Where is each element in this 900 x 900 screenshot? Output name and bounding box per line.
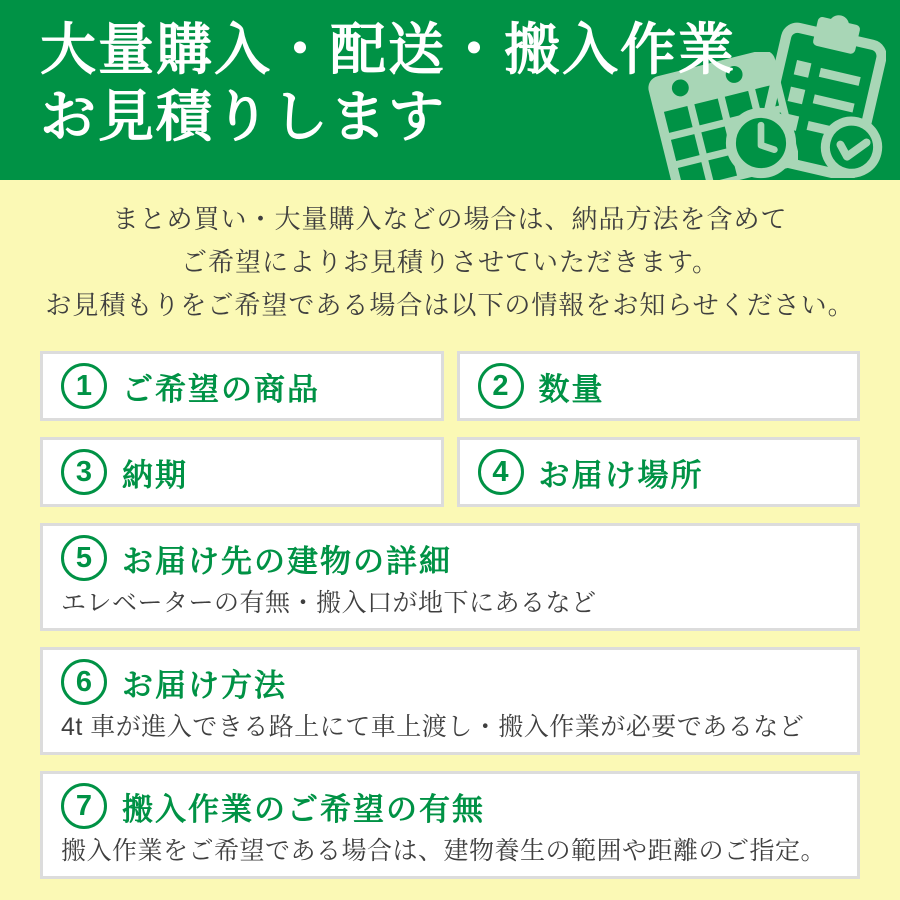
item-title: ご希望の商品 [122,371,320,407]
item-title: お届け場所 [538,457,704,493]
info-box-header [61,363,423,409]
intro-text [0,198,900,327]
item-number-badge: 3 [61,449,107,495]
item-description: 搬入作業をご希望である場合は、建物養生の範囲や距離のご指定。 [61,837,827,865]
info-box-building-details [40,523,860,631]
item-number-badge: 7 [61,783,107,829]
info-box-desired-product [40,351,444,421]
info-box-header [61,783,839,829]
item-title: お届け先の建物の詳細 [122,543,452,579]
item-title: 納期 [122,457,188,493]
info-box-header [478,449,840,495]
item-description: エレベーターの有無・搬入口が地下にあるなど [61,589,597,617]
intro-line: ご希望によりお見積りさせていただきます。 [181,247,719,277]
info-box-list [40,351,860,879]
page-title-line1: 大量購入・配送・搬入作業 [40,18,736,81]
info-box-header [478,363,840,409]
item-title: 搬入作業のご希望の有無 [122,791,485,827]
header-banner [0,0,900,180]
item-number-badge: 6 [61,659,107,705]
info-box-delivery-method [40,647,860,755]
item-number-badge: 5 [61,535,107,581]
intro-line: お見積もりをご希望である場合は以下の情報をお知らせください。 [45,290,855,320]
info-box-delivery-place [457,437,861,507]
item-number-badge: 2 [478,363,524,409]
info-box-quantity [457,351,861,421]
item-number-badge: 1 [61,363,107,409]
info-box-delivery-date [40,437,444,507]
item-description: 4t 車が進入できる路上にて車上渡し・搬入作業が必要であるなど [61,713,805,741]
item-title: 数量 [538,371,605,407]
info-box-header [61,659,839,705]
item-number-badge: 4 [478,449,524,495]
page-title [40,16,736,150]
page-title-line2: お見積りします [40,85,446,148]
info-box-carry-in-work [40,771,860,879]
intro-line: まとめ買い・大量購入などの場合は、納品方法を含めて [112,204,788,234]
item-title: お届け方法 [122,667,287,703]
info-box-header [61,449,423,495]
info-box-header [61,535,839,581]
